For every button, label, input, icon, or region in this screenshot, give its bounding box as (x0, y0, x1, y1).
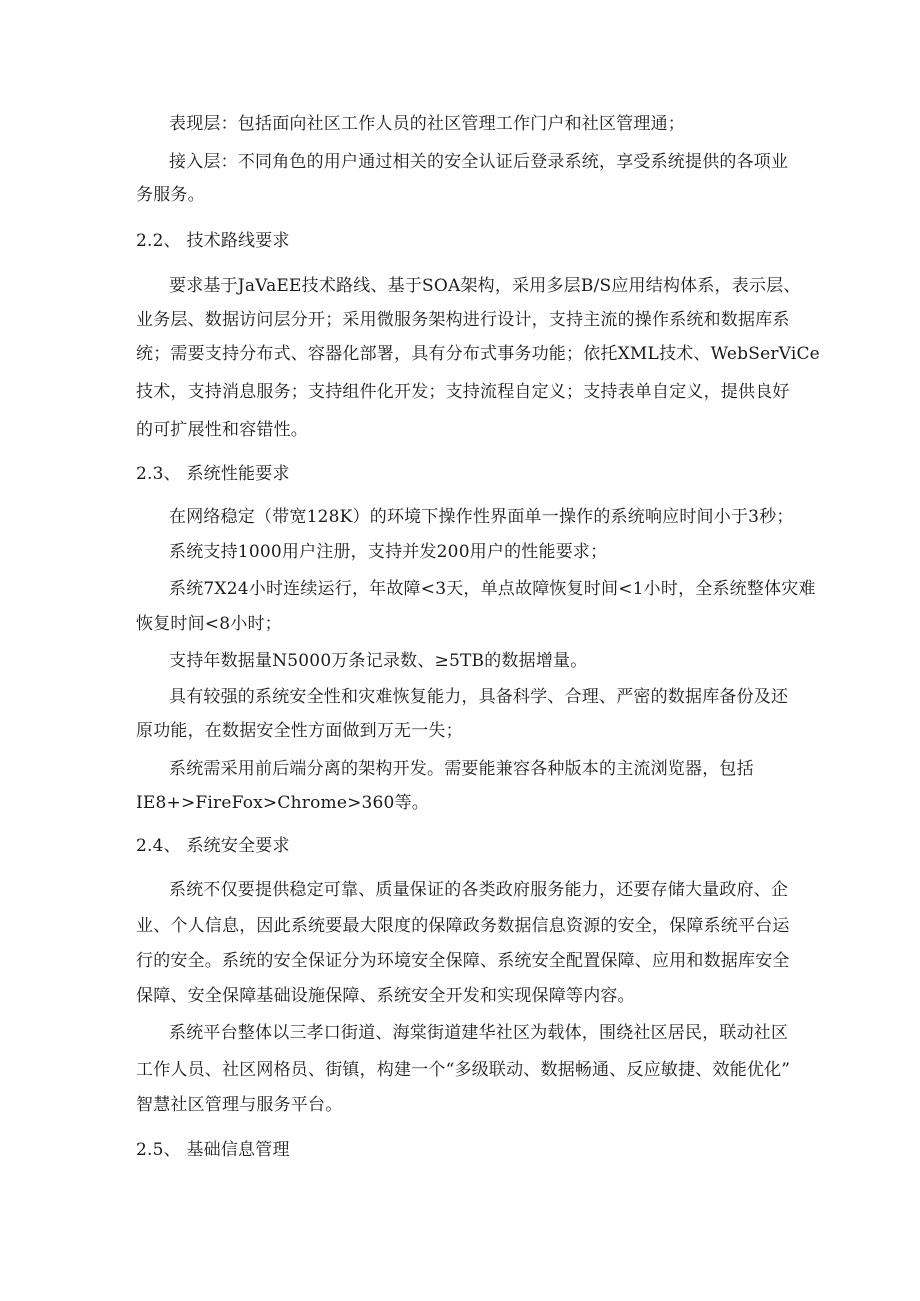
paragraph-platform-line-3: 智慧社区管理与服务平台。 (136, 1095, 343, 1115)
paragraph-platform-line-1: 系统平台整体以三孝口街道、海棠街道建华社区为载体，围绕社区居民，联动社区 (169, 1023, 789, 1043)
paragraph-security-line-2: 业、个人信息，因此系统要最大限度的保障政务数据信息资源的安全，保障系统平台运 (136, 916, 790, 936)
section-heading-2-3: 2.3、 系统性能要求 (136, 464, 290, 484)
paragraph-performance-uptime-line-2: 恢复时间<8小时； (136, 614, 282, 634)
paragraph-performance-response: 在网络稳定（带宽128K）的环境下操作性界面单一操作的系统响应时间小于3秒； (169, 507, 794, 527)
paragraph-tech-route-line-5: 的可扩展性和容错性。 (136, 420, 308, 440)
paragraph-security-line-3: 行的安全。系统的安全保证分为环境安全保障、系统安全配置保障、应用和数据库安全 (136, 951, 790, 971)
paragraph-performance-browser-line-2: IE8+>FireFox>Chrome>360等。 (136, 793, 429, 813)
paragraph-tech-route-line-2: 业务层、数据访问层分开；采用微服务架构进行设计，支持主流的操作系统和数据库系 (136, 310, 790, 330)
paragraph-performance-recovery-line-2: 原功能，在数据安全性方面做到万无一失； (136, 721, 463, 741)
paragraph-presentation-layer: 表现层：包括面向社区工作人员的社区管理工作门户和社区管理通； (169, 114, 685, 134)
section-heading-2-2: 2.2、 技术路线要求 (136, 231, 290, 251)
section-heading-2-5: 2.5、 基础信息管理 (136, 1140, 290, 1160)
paragraph-performance-users: 系统支持1000用户注册，支持并发200用户的性能要求； (169, 542, 608, 562)
paragraph-tech-route-line-1: 要求基于JaVaEE技术路线、基于SOA架构，采用多层B/S应用结构体系，表示层、 (169, 276, 801, 296)
paragraph-performance-data-volume: 支持年数据量N5000万条记录数、≥5TB的数据增量。 (169, 651, 588, 671)
paragraph-performance-uptime-line-1: 系统7X24小时连续运行，年故障<3天，单点故障恢复时间<1小时，全系统整体灾难 (169, 579, 816, 599)
paragraph-performance-recovery-line-1: 具有较强的系统安全性和灾难恢复能力，具备科学、合理、严密的数据库备份及还 (169, 687, 789, 707)
paragraph-access-layer-line-1: 接入层：不同角色的用户通过相关的安全认证后登录系统，享受系统提供的各项业 (169, 152, 789, 172)
paragraph-platform-line-2: 工作人员、社区网格员、街镇，构建一个“多级联动、数据畅通、反应敏捷、效能优化” (136, 1060, 791, 1080)
paragraph-tech-route-line-4: 技术，支持消息服务；支持组件化开发；支持流程自定义；支持表单自定义，提供良好 (136, 382, 790, 402)
paragraph-performance-browser-line-1: 系统需采用前后端分离的架构开发。需要能兼容各种版本的主流浏览器，包括 (169, 759, 754, 779)
paragraph-access-layer-line-2: 务服务。 (136, 185, 205, 205)
paragraph-security-line-1: 系统不仅要提供稳定可靠、质量保证的各类政府服务能力，还要存储大量政府、企 (169, 880, 789, 900)
paragraph-tech-route-line-3: 统；需要支持分布式、容器化部署，具有分布式事务功能；依托XML技术、WebSerViCe (136, 344, 820, 364)
paragraph-security-line-4: 保障、安全保障基础设施保障、系统安全开发和实现保障等内容。 (136, 986, 635, 1006)
section-heading-2-4: 2.4、 系统安全要求 (136, 836, 290, 856)
